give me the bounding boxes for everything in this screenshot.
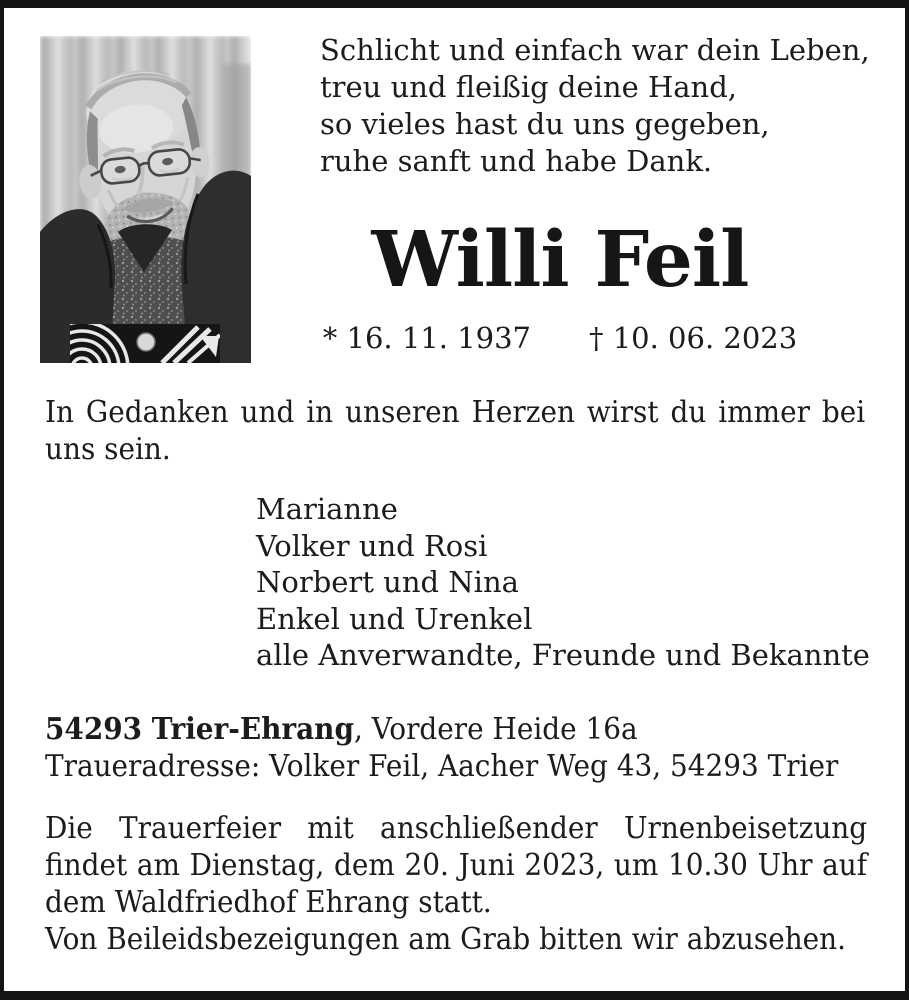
address-street: , Vordere Heide 16a (353, 712, 638, 747)
mourner-line: Volker und Rosi (256, 528, 488, 563)
frame-right-border (905, 0, 909, 1000)
funeral-line: dem Waldfriedhof Ehrang statt. (45, 885, 492, 920)
verse-line: so vieles hast du uns gegeben, (320, 107, 770, 141)
mourner-line: alle Anverwandte, Freunde und Bekannte (256, 638, 870, 672)
verse-line: Schlicht und einfach war dein Leben, (320, 33, 870, 67)
opening-verse (320, 32, 870, 180)
funeral-info (45, 810, 867, 958)
memorial-text (45, 394, 865, 468)
deceased-photo (40, 36, 251, 363)
frame-top-bar (0, 0, 909, 8)
memorial-line: In Gedanken und in unseren Herzen wirst du immer bei (45, 395, 866, 430)
frame-left-border (0, 0, 4, 1000)
frame-bottom-bar (0, 991, 909, 1000)
home-address-line (45, 711, 867, 748)
mourner-line: Enkel und Urenkel (256, 601, 533, 636)
memorial-line: uns sein. (45, 432, 171, 467)
address-block (45, 711, 867, 785)
condolence-address-line: Traueradresse: Volker Feil, Aacher Weg 43, 54293 Trier (45, 749, 839, 784)
funeral-line: findet am Dienstag, dem 20. Juni 2023, um 10.30 Uhr auf (45, 848, 868, 883)
deceased-name: Willi Feil (371, 215, 749, 305)
mourner-line: Marianne (256, 492, 398, 526)
funeral-line: Die Trauerfeier mit anschließender Urnenbeisetzung (45, 811, 868, 846)
life-dates (318, 321, 802, 355)
death-date: † 10. 06. 2023 (589, 321, 798, 355)
mourner-line: Norbert und Nina (256, 565, 519, 599)
shirt-button (137, 333, 155, 351)
funeral-line: Von Beileidsbezeigungen am Grab bitten wir abzusehen. (45, 922, 847, 957)
mourners-list (256, 491, 870, 674)
verse-line: ruhe sanft und habe Dank. (320, 144, 713, 178)
address-city: 54293 Trier-Ehrang (45, 712, 354, 747)
verse-line: treu und fleißig deine Hand, (320, 70, 738, 104)
birth-date: * 16. 11. 1937 (322, 321, 531, 355)
